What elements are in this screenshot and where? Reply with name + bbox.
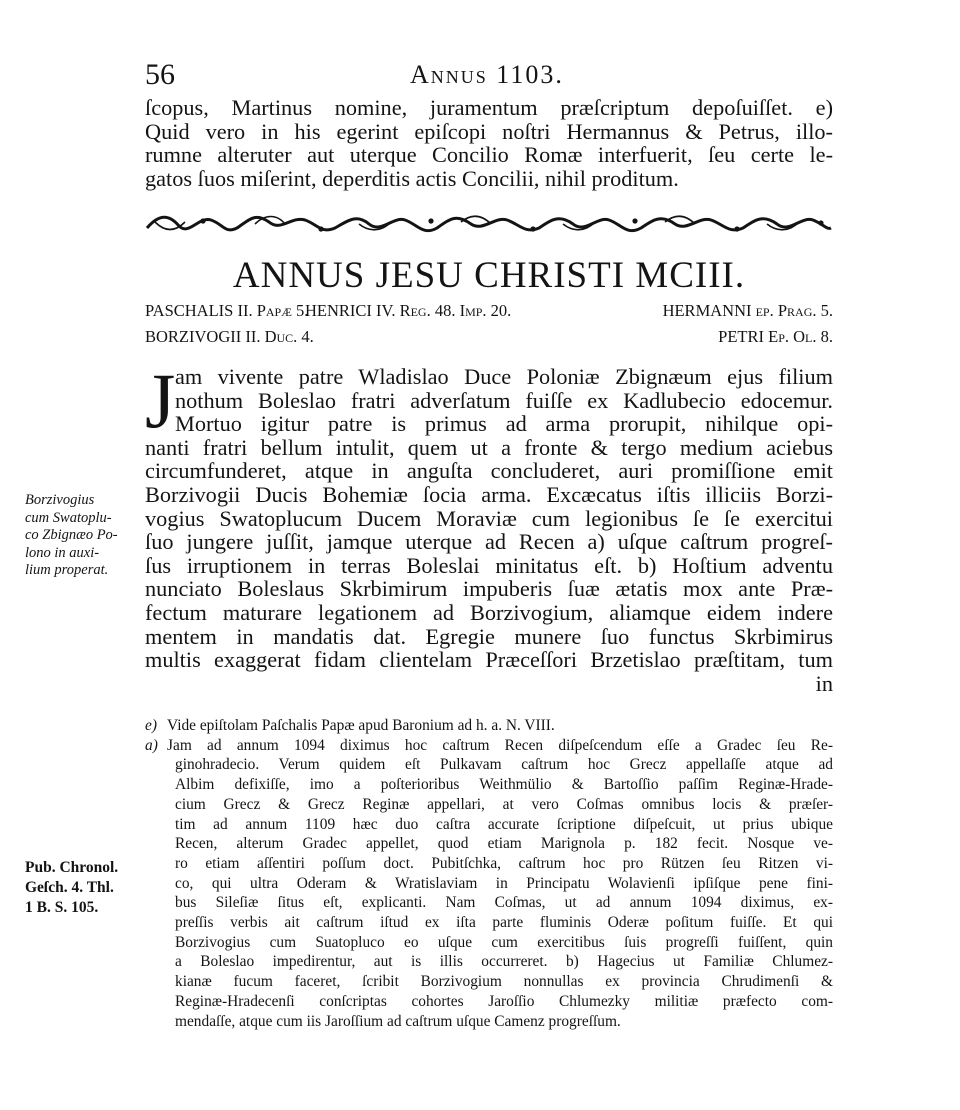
running-title: Annus 1103. (410, 60, 564, 89)
regnal-entry: BORZIVOGII II. Duc. 4. (145, 327, 314, 346)
catchword: in (815, 670, 833, 696)
footnote-line (145, 874, 833, 894)
footnote-text: a Boleslao impedirentur, aut is illis occurreret. b) Hagecius ut Familiæ Chlumez- (175, 953, 833, 971)
text-line: ſuo jungere juſſit, jamque uterque ad Recen a) uſque caſtrum progreſ- (145, 529, 833, 555)
footnote-text: kianæ fucum faceret, ſcribit Borzivogium nonnullas ex provincia Chrudimenſi & (175, 973, 833, 991)
marginal-line: co Zbignæo Po- (25, 527, 118, 544)
footnote-line (145, 775, 833, 795)
marginal-reference (25, 858, 143, 918)
footnote-line (145, 992, 833, 1012)
footnote-line (145, 1012, 833, 1032)
marginal-line: lium properat. (25, 562, 109, 579)
footnote-text: Vide epiſtolam Paſchalis Papæ apud Baronium ad h. a. N. VIII. (167, 717, 555, 734)
text-line: Borzivogii Ducis Bohemiæ ſocia arma. Excæcatus iſtis illiciis Borzi- (145, 481, 833, 507)
footnote-line (145, 815, 833, 835)
running-head (145, 58, 830, 92)
marginal-line: 1 B. S. 105. (25, 899, 99, 916)
marginal-line: Borzivogius (25, 492, 95, 508)
footnote-text: co, qui ultra Oderam & Wratislaviam in Principatu Wolavienſi ipſiſque pene fini- (175, 874, 833, 892)
regnal-entry: HERMANNI ep. Prag. 5. (662, 301, 833, 320)
footnote-line (145, 834, 833, 854)
marginal-line: Geſch. 4. Thl. (25, 879, 114, 896)
regnal-entry: PASCHALIS II. Papæ 5. (145, 301, 309, 320)
footnote-mark: a) (145, 736, 158, 754)
year-heading: ANNUS JESU CHRISTI MCIII. (232, 255, 746, 296)
marginal-note (25, 492, 143, 580)
footnote-text: mendaſſe, atque cum iis Jaroſſium ad caſtrum uſque Camenz progreſſum. (175, 1012, 621, 1030)
ornamental-divider (145, 208, 833, 238)
footnote-line (145, 952, 833, 972)
footnote-line (145, 736, 833, 756)
footnote-line (145, 716, 833, 736)
footnote-line (145, 972, 833, 992)
footnote-text: ginohradecio. Verum quidem eſt Pulkavam caſtrum hoc Grecz appellaſſe atque ad (175, 756, 833, 774)
footnote-text: Reginæ-Hradecenſi conſcriptas cohortes Jaroſſio Chlumezky militiæ præfecto com- (175, 992, 833, 1010)
text-line: ſcopus, Martinus nomine, juramentum præſcriptum depoſuiſſet. e) (145, 95, 833, 120)
text-line: vogius Swatoplucum Ducem Moraviæ cum legionibus ſe ſe exercitui (145, 505, 833, 531)
footnote-text: Jam ad annum 1094 diximus hoc caſtrum Recen diſpeſcendum eſſe a Gradec ſeu Re- (167, 736, 833, 754)
text-line: circumfunderet, atque in anguſta concluderet, auri promiſſione emit (145, 458, 833, 484)
marginal-line: cum Swatoplu- (25, 509, 112, 526)
footnote-line (145, 893, 833, 913)
text-line: nanti fratri bellum intulit, quem ut a fronte & tergo medium aciebus (145, 434, 833, 460)
footnote-line (145, 913, 833, 933)
footnote-text: bus Sileſiæ ſitus eſt, explicanti. Nam Coſmas, ut ad annum 1094 diximus, ex- (175, 894, 833, 912)
text-line: Mortuo igitur patre is primus ad arma prorupit, nihilque opi- (175, 411, 833, 437)
footnote-text: cium Grecz & Grecz Reginæ appellari, at vero Coſmas omnibus locis & præſer- (175, 795, 833, 813)
text-line: nothum Boleslao fratri adverſatum fuiſſe ex Kadlubecio edocemur. (175, 387, 833, 413)
regnal-entry: PETRI Ep. Ol. 8. (718, 327, 833, 346)
footnote-text: Recen, alterum Gradec appellet, quod etiam Marignola p. 182 fecit. Nosque ve- (175, 835, 833, 853)
text-line: rumne alteruter aut uterque Concilio Romæ interfuerit, ſeu certe le- (145, 142, 833, 168)
text-line: multis exaggerat fidam clientelam Præceſſori Brzetislao præſtitam, tum (145, 647, 833, 673)
footnote-text: preſſis verbis ait caſtrum iſtud ex iſta parte fluminis Oderæ poſitum fuiſſe. Et qui (175, 914, 833, 932)
footnote-line (145, 755, 833, 775)
intro-paragraph (145, 96, 833, 190)
footnote-text: Borzivogius cum Suatopluco eo uſque cum exercitibus ſuis progreſſi fuiſſent, quin (175, 933, 833, 951)
text-line: mentem in mandatis dat. Egregie munere ſuo functus Skrbimirus (145, 623, 833, 649)
text-line: fectum maturare legationem ad Borzivogium, aliamque eidem indere (145, 599, 833, 625)
drop-cap: J (145, 357, 176, 444)
page-number: 56 (145, 58, 175, 91)
footnote-line (145, 854, 833, 874)
footnote-mark: e) (145, 717, 157, 734)
text-line: Quid vero in his egerint epiſcopi noſtri Hermannus & Petrus, illo- (145, 118, 833, 144)
text-line: ſus irruptionem in terras Boleslai minitatus eſt. b) Hoſtium adventu (145, 552, 833, 578)
footnote-text: Albim defixiſſe, imo a poſterioribus Weithmülio & Bartoſſio paſſim Reginæ-Hrade- (175, 776, 833, 794)
marginal-line: Pub. Chronol. (25, 859, 119, 876)
footnote-line (145, 795, 833, 815)
footnotes (145, 716, 833, 1031)
footnote-text: tim ad annum 1109 hæc duo caſtra accurate ſcriptione diſpeſcuit, ut prius ubique (175, 815, 833, 833)
chronicle-paragraph (145, 357, 833, 696)
text-line: am vivente patre Wladislao Duce Poloniæ Zbignæum ejus filium (175, 364, 833, 389)
text-line: nunciato Boleslaus Skrbimirum impuberis ſuæ ætatis mox ante Præ- (145, 576, 833, 602)
regnal-entry: HENRICI IV. Reg. 48. Imp. 20. (305, 301, 512, 320)
footnote-line (145, 933, 833, 953)
marginal-line: lono in auxi- (25, 544, 100, 561)
footnote-text: ro etiam aſſentiri poſſum doct. Pubitſchka, caſtrum hoc pro Rützen ſeu Ritzen vi- (175, 854, 833, 872)
text-line: gatos ſuos miſerint, deperditis actis Concilii, nihil proditum. (145, 165, 679, 191)
